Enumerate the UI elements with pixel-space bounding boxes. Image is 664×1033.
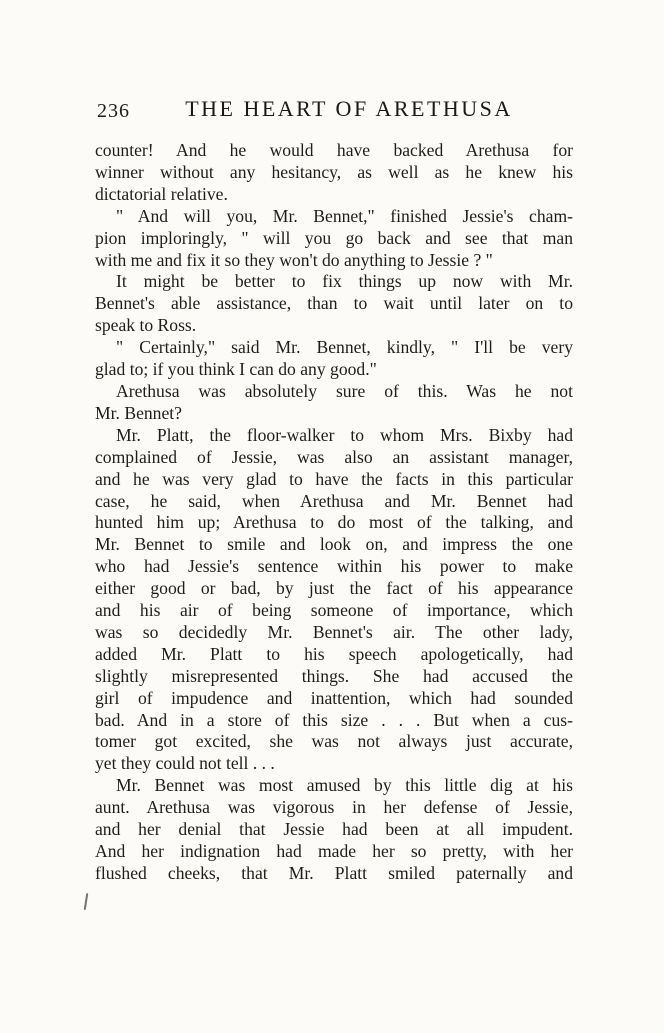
paragraph — [95, 140, 573, 206]
text-line: hunted him up; Arethusa to do most of the talking, and — [95, 512, 573, 533]
text-line: who had Jessie's sentence within his power to make — [95, 556, 573, 577]
paragraph — [95, 425, 573, 776]
paragraph — [95, 337, 573, 381]
text-line: winner without any hesitancy, as well as he knew his — [95, 161, 573, 182]
text-line: and her denial that Jessie had been at all impudent. — [95, 819, 573, 840]
text-line: It might be better to fix things up now with Mr. — [116, 271, 573, 292]
text-line: Mr. Platt, the floor-walker to whom Mrs. Bixby had — [116, 424, 573, 445]
paragraph — [95, 206, 573, 272]
text-line: added Mr. Platt to his speech apologetically, had — [95, 643, 573, 664]
text-line: aunt. Arethusa was vigorous in her defense of Jessie, — [95, 797, 573, 818]
text-line: tomer got excited, she was not always just accurate, — [95, 731, 573, 752]
text-line: was so decidedly Mr. Bennet's air. The other lady, — [95, 621, 573, 642]
text-line: pion imploringly, " will you go back and see that man — [95, 227, 573, 248]
text-line: flushed cheeks, that Mr. Platt smiled paternally and — [95, 862, 573, 883]
text-line: bad. And in a store of this size . . . But when a cus- — [95, 709, 573, 730]
text-line: and he was very glad to have the facts in this particular — [95, 468, 573, 489]
text-line: Bennet's able assistance, than to wait until later on to — [95, 293, 573, 314]
text-line: counter! And he would have backed Arethusa for — [95, 140, 573, 160]
text-line: and his air of being someone of importance, which — [95, 600, 573, 621]
text-line: with me and fix it so they won't do anything to Jessie ? " — [95, 249, 493, 270]
text-line: either good or bad, by just the fact of his appearance — [95, 578, 573, 599]
text-line: " And will you, Mr. Bennet," finished Jessie's cham- — [116, 205, 573, 226]
text-line: Mr. Bennet? — [95, 402, 182, 423]
text-line: glad to; if you think I can do any good." — [95, 359, 377, 380]
text-line: speak to Ross. — [95, 315, 197, 336]
text-line: girl of impudence and inattention, which had sounded — [95, 687, 573, 708]
paragraph — [95, 381, 573, 425]
text-line: dictatorial relative. — [95, 183, 228, 204]
text-line: case, he said, when Arethusa and Mr. Bennet had — [95, 490, 573, 511]
scan-artifact-mark — [84, 893, 89, 910]
text-block — [95, 140, 573, 885]
page-header — [95, 96, 573, 126]
page-number: 236 — [97, 100, 130, 122]
text-line: Mr. Bennet to smile and look on, and impress the one — [95, 534, 573, 555]
text-line: slightly misrepresented things. She had accused the — [95, 665, 573, 686]
text-line: yet they could not tell . . . — [95, 753, 275, 774]
running-title: THE HEART OF ARETHUSA — [185, 96, 513, 121]
text-line: complained of Jessie, was also an assistant manager, — [95, 446, 573, 467]
text-line: " Certainly," said Mr. Bennet, kindly, " I'll be very — [116, 337, 573, 358]
text-line: Arethusa was absolutely sure of this. Was he not — [116, 380, 573, 401]
text-line: Mr. Bennet was most amused by this little dig at his — [116, 775, 573, 796]
paragraph — [95, 271, 573, 337]
text-line: And her indignation had made her so pretty, with her — [95, 841, 573, 861]
paragraph — [95, 775, 573, 885]
